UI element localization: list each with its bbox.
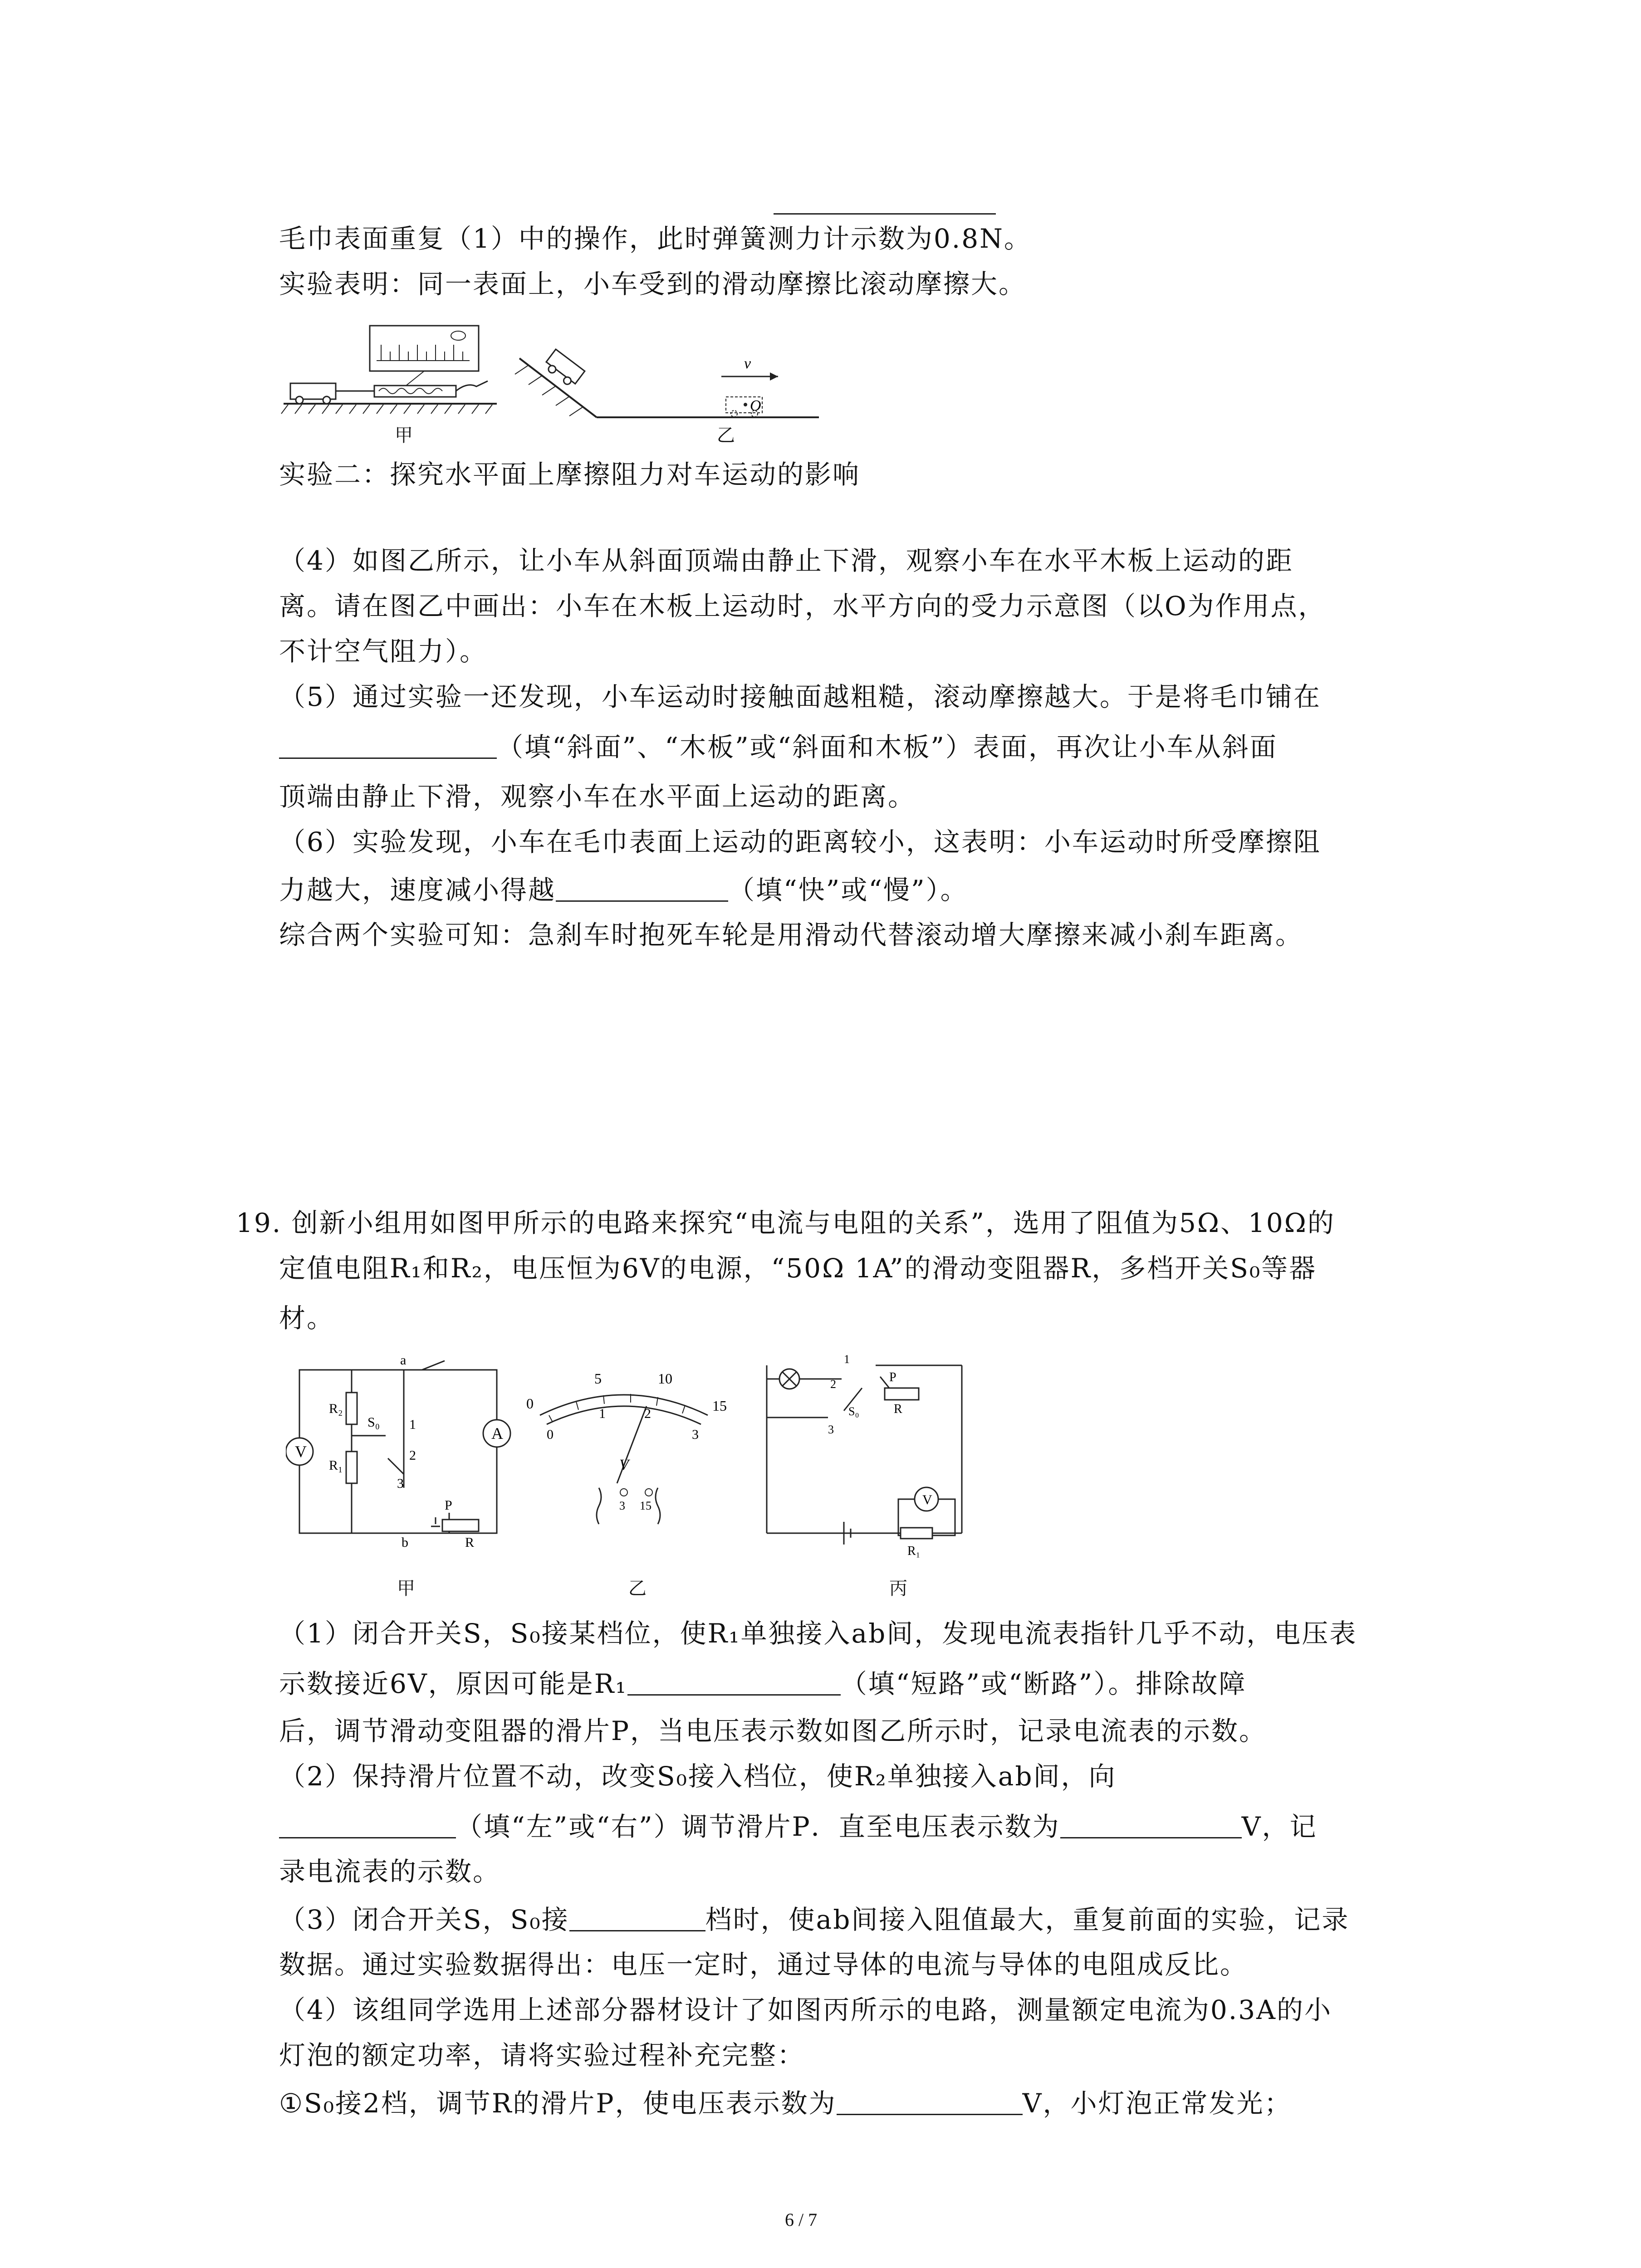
switch-pos-2: 2: [409, 1448, 416, 1463]
circuit-figures: [286, 1338, 975, 1574]
velocity-label: v: [744, 355, 751, 372]
text-line-3: 实验二：探究水平面上摩擦阻力对车运动的影响: [279, 459, 861, 490]
caption-meter-yi: 乙: [628, 1578, 647, 1599]
dial-tick-5: 5: [594, 1370, 602, 1387]
text-line-7: （5）通过实验一还发现，小车运动时接触面越粗糙，滚动摩擦越大。于是将毛巾铺在: [279, 681, 1321, 712]
text-line-8: （填“斜面”、“木板”或“斜面和木板”）表面，再次让小车从斜面: [279, 730, 1278, 763]
q19-line-2: 定值电阻R₁和R₂，电压恒为6V的电源，“50Ω 1A”的滑动变阻器R，多档开关S₀等器: [279, 1253, 1317, 1284]
answer-blank[interactable]: [279, 1810, 456, 1838]
part4-line-a: （4）该组同学选用上述部分器材设计了如图丙所示的电路，测量额定电流为0.3A的小: [279, 1994, 1332, 2025]
dial-tick-1: 1: [599, 1406, 606, 1421]
part3-line-c: 数据。通过实验数据得出：电压一定时，通过导体的电流与导体的电阻成反比。: [279, 1949, 1248, 1980]
text-line-2: 实验表明：同一表面上，小车受到的滑动摩擦比滚动摩擦大。: [279, 269, 1027, 299]
rheostat-label: R: [465, 1535, 475, 1550]
answer-blank[interactable]: [627, 1667, 841, 1696]
lamp-voltmeter: V: [922, 1492, 932, 1507]
voltmeter-label: V: [295, 1442, 307, 1461]
page-number: 6 / 7: [785, 2209, 818, 2230]
experiment-one-figure: [279, 318, 823, 449]
part2-line-d: 录电流表的示数。: [279, 1856, 501, 1887]
dial-tick-0-bottom: 0: [547, 1427, 554, 1442]
node-b-label: b: [402, 1535, 408, 1550]
text-line-6: 不计空气阻力）。: [279, 636, 488, 667]
lamp-p: P: [889, 1370, 896, 1384]
text-line-12: 综合两个实验可知：急刹车时抱死车轮是用滑动代替滚动增大摩擦来减小刹车距离。: [279, 919, 1303, 950]
text-line-4: （4）如图乙所示，让小车从斜面顶端由静止下滑，观察小车在水平木板上运动的距: [279, 545, 1293, 576]
text-line-9: 顶端由静止下滑，观察小车在水平面上运动的距离。: [279, 781, 916, 812]
dial-tick-10: 10: [658, 1370, 672, 1387]
dial-tick-3: 3: [692, 1427, 699, 1442]
top-answer-line: [774, 213, 996, 215]
point-o-label: O: [750, 397, 761, 414]
part2-line-b: （填“左”或“右”）调节滑片P．直至电压表示数为 V，记: [279, 1810, 1318, 1843]
lamp-switch-3: 3: [828, 1423, 834, 1436]
part1-line-a: （1）闭合开关S，S₀接某档位，使R₁单独接入ab间，发现电流表指针几乎不动，电压表: [279, 1618, 1357, 1649]
lamp-r: R: [894, 1402, 902, 1416]
part1-line-d: 后，调节滑动变阻器的滑片P，当电压表示数如图乙所示时，记录电流表的示数。: [279, 1716, 1267, 1746]
part4-line-b: 灯泡的额定功率，请将实验过程补充完整：: [279, 2040, 805, 2071]
caption-lamp-bing: 丙: [889, 1578, 907, 1599]
dial-tick-0-top: 0: [526, 1395, 534, 1412]
lamp-switch-1: 1: [844, 1353, 850, 1366]
caption-circuit-jia: 甲: [397, 1578, 415, 1599]
figure-caption-jia: 甲: [395, 425, 413, 446]
answer-blank[interactable]: [569, 1903, 705, 1931]
switch-pos-3: 3: [397, 1476, 404, 1491]
r1-label: R₁: [329, 1458, 343, 1473]
part3-line-a: （3）闭合开关S，S₀接 档时，使ab间接入阻值最大，重复前面的实验，记录: [279, 1903, 1349, 1936]
text-line-11: 力越大，速度减小得越 （填“快”或“慢”）。: [279, 873, 968, 906]
dial-tick-15: 15: [712, 1398, 727, 1414]
text-line-1: 毛巾表面重复（1）中的操作，此时弹簧测力计示数为0.8N。: [279, 223, 1032, 254]
terminal-3: 3: [619, 1499, 625, 1512]
part2-line-a: （2）保持滑片位置不动，改变S₀接入档位，使R₂单独接入ab间，向: [279, 1761, 1117, 1792]
dial-unit: V: [619, 1457, 629, 1473]
part1-line-b: 示数接近6V，原因可能是R₁ （填“短路”或“断路”）。排除故障: [279, 1667, 1246, 1700]
dial-tick-2: 2: [644, 1406, 651, 1421]
text-line-5: 离。请在图乙中画出：小车在木板上运动时，水平方向的受力示意图（以O为作用点，: [279, 591, 1326, 621]
r2-label: R₂: [329, 1401, 343, 1416]
answer-blank[interactable]: [279, 730, 497, 759]
q19-line-3: 材。: [279, 1303, 335, 1334]
lamp-r1: R₁: [907, 1544, 921, 1558]
s0-label: S₀: [367, 1415, 380, 1430]
text-line-10: （6）实验发现，小车在毛巾表面上运动的距离较小，这表明：小车运动时所受摩擦阻: [279, 826, 1321, 857]
terminal-15: 15: [640, 1499, 652, 1512]
slider-p-label: P: [445, 1498, 452, 1513]
answer-blank[interactable]: [837, 2087, 1023, 2115]
node-a-label: a: [400, 1353, 407, 1368]
ammeter-label: A: [491, 1424, 503, 1442]
part4-line-c: ①S₀接2档，调节R的滑片P，使电压表示数为 V，小灯泡正常发光；: [279, 2087, 1292, 2120]
answer-blank[interactable]: [556, 873, 728, 902]
switch-pos-1: 1: [409, 1417, 416, 1432]
figure-caption-yi: 乙: [717, 425, 735, 446]
answer-blank[interactable]: [1060, 1810, 1242, 1838]
q19-line-1: 19. 创新小组用如图甲所示的电路来探究“电流与电阻的关系”，选用了阻值为5Ω、10Ω的: [236, 1207, 1335, 1238]
lamp-switch-2: 2: [830, 1378, 836, 1391]
lamp-s0: S₀: [848, 1405, 859, 1418]
